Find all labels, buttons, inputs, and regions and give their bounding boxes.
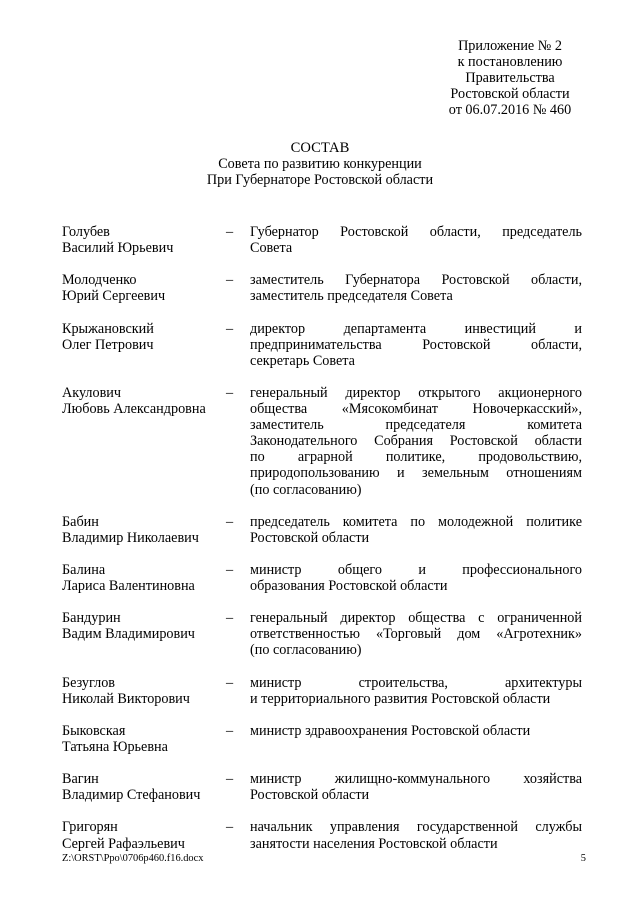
member-position-line: председатель комитета по молодежной политике xyxy=(250,513,582,530)
appendix-line: Правительства xyxy=(465,70,555,87)
member-surname: Бандурин xyxy=(62,610,121,627)
footer-file-path: Z:\ORST\Ppo\0706p460.f16.docx xyxy=(62,853,204,864)
member-entry xyxy=(62,723,582,755)
member-position-line: общества «Мясокомбинат Новочеркасский», xyxy=(250,401,582,418)
member-position-line: министр жилищно-коммунального хозяйства xyxy=(250,771,582,788)
member-name xyxy=(62,272,226,304)
member-dash: – xyxy=(226,513,234,530)
member-position-line: секретарь Совета xyxy=(250,352,355,369)
member-position xyxy=(250,771,582,803)
member-surname: Акулович xyxy=(62,384,122,401)
member-entry xyxy=(62,610,582,658)
member-position xyxy=(250,321,582,369)
member-name xyxy=(62,514,226,546)
member-entry xyxy=(62,385,582,498)
member-dash: – xyxy=(226,384,234,401)
member-name xyxy=(62,819,226,851)
member-position-line: ответственностью «Торговый дом «Агротехник» xyxy=(250,626,582,643)
member-entry xyxy=(62,514,582,546)
member-dash: – xyxy=(226,771,234,788)
appendix-line: к постановлению xyxy=(457,54,563,71)
member-given-name: Юрий Сергеевич xyxy=(62,288,166,305)
member-surname: Бабин xyxy=(62,513,99,530)
member-given-name: Владимир Николаевич xyxy=(62,529,199,546)
member-position xyxy=(250,675,582,707)
member-entry xyxy=(62,819,582,851)
member-given-name: Владимир Стефанович xyxy=(62,787,201,804)
member-position xyxy=(250,723,582,739)
member-position-line: директор департамента инвестиций и xyxy=(250,320,582,337)
member-position-line: Губернатор Ростовской области, председатель xyxy=(250,224,582,240)
member-position-line: занятости населения Ростовской области xyxy=(250,835,498,852)
member-position xyxy=(250,385,582,498)
member-surname: Безуглов xyxy=(62,674,115,691)
member-position xyxy=(250,610,582,658)
appendix-line: Ростовской области xyxy=(450,86,570,103)
member-name xyxy=(62,385,226,417)
member-name xyxy=(62,321,226,353)
member-entry xyxy=(62,321,582,369)
member-surname: Вагин xyxy=(62,771,99,788)
member-entry xyxy=(62,272,582,304)
member-position xyxy=(250,819,582,851)
member-position-line: предпринимательства Ростовской области, xyxy=(250,336,582,353)
member-name xyxy=(62,723,226,755)
member-position-line: образования Ростовской области xyxy=(250,578,448,595)
member-name xyxy=(62,610,226,642)
member-position-line: министр общего и профессионального xyxy=(250,561,582,578)
member-position-line: природопользованию и земельным отношениям xyxy=(250,465,582,482)
member-dash: – xyxy=(226,819,234,836)
member-name xyxy=(62,771,226,803)
document-heading xyxy=(0,140,640,188)
member-surname: Молодченко xyxy=(62,272,137,289)
member-dash: – xyxy=(226,674,234,691)
member-given-name: Татьяна Юрьевна xyxy=(62,739,168,755)
member-position-line: (по согласованию) xyxy=(250,642,362,659)
appendix-line: от 06.07.2016 № 460 xyxy=(448,102,572,119)
member-position-line: министр здравоохранения Ростовской области xyxy=(250,722,531,739)
member-surname: Быковская xyxy=(62,722,126,739)
member-position-line: Законодательного Собрания Ростовской области xyxy=(250,433,582,450)
member-name xyxy=(62,675,226,707)
member-dash: – xyxy=(226,272,234,289)
member-position xyxy=(250,562,582,594)
member-surname: Голубев xyxy=(62,224,110,240)
member-dash: – xyxy=(226,224,234,240)
footer-page-number: 5 xyxy=(580,853,586,864)
member-position xyxy=(250,514,582,546)
member-position-line: начальник управления государственной службы xyxy=(250,819,582,836)
member-position-line: генеральный директор открытого акционерного xyxy=(250,384,582,401)
member-position-line: министр строительства, архитектуры xyxy=(250,674,582,691)
member-position-line: по аграрной политике, продовольствию, xyxy=(250,449,582,466)
member-given-name: Николай Викторович xyxy=(62,690,190,707)
member-given-name: Любовь Александровна xyxy=(62,401,206,418)
member-position-line: и территориального развития Ростовской области xyxy=(250,690,551,707)
member-position-line: заместитель председателя комитета xyxy=(250,417,582,434)
member-given-name: Лариса Валентиновна xyxy=(62,578,195,595)
member-name xyxy=(62,224,226,256)
member-position-line: генеральный директор общества с ограниченной xyxy=(250,610,582,627)
member-entry xyxy=(62,224,582,256)
member-dash: – xyxy=(226,722,234,739)
member-position-line: Совета xyxy=(250,240,293,257)
document-subtitle-line: Совета по развитию конкуренции xyxy=(218,156,422,173)
member-entry xyxy=(62,771,582,803)
member-surname: Григорян xyxy=(62,819,118,836)
member-position-line: (по согласованию) xyxy=(250,481,362,498)
members-list xyxy=(62,224,582,852)
member-surname: Крыжановский xyxy=(62,320,154,337)
member-position-line: заместитель председателя Совета xyxy=(250,288,453,305)
member-position xyxy=(250,224,582,256)
member-entry xyxy=(62,562,582,594)
member-position xyxy=(250,272,582,304)
member-position-line: Ростовской области xyxy=(250,529,370,546)
member-dash: – xyxy=(226,561,234,578)
member-position-line: Ростовской области xyxy=(250,787,370,804)
member-position-line: заместитель Губернатора Ростовской области, xyxy=(250,272,582,289)
member-surname: Балина xyxy=(62,561,106,578)
appendix-note xyxy=(420,38,600,118)
document-subtitle-line: При Губернаторе Ростовской области xyxy=(206,172,434,189)
member-given-name: Василий Юрьевич xyxy=(62,240,174,257)
member-dash: – xyxy=(226,320,234,337)
member-dash: – xyxy=(226,610,234,627)
appendix-line: Приложение № 2 xyxy=(458,38,562,54)
member-entry xyxy=(62,675,582,707)
member-given-name: Вадим Владимирович xyxy=(62,626,195,643)
member-name xyxy=(62,562,226,594)
member-given-name: Сергей Рафаэльевич xyxy=(62,835,185,852)
document-title: СОСТАВ xyxy=(290,140,350,156)
member-given-name: Олег Петрович xyxy=(62,336,154,353)
